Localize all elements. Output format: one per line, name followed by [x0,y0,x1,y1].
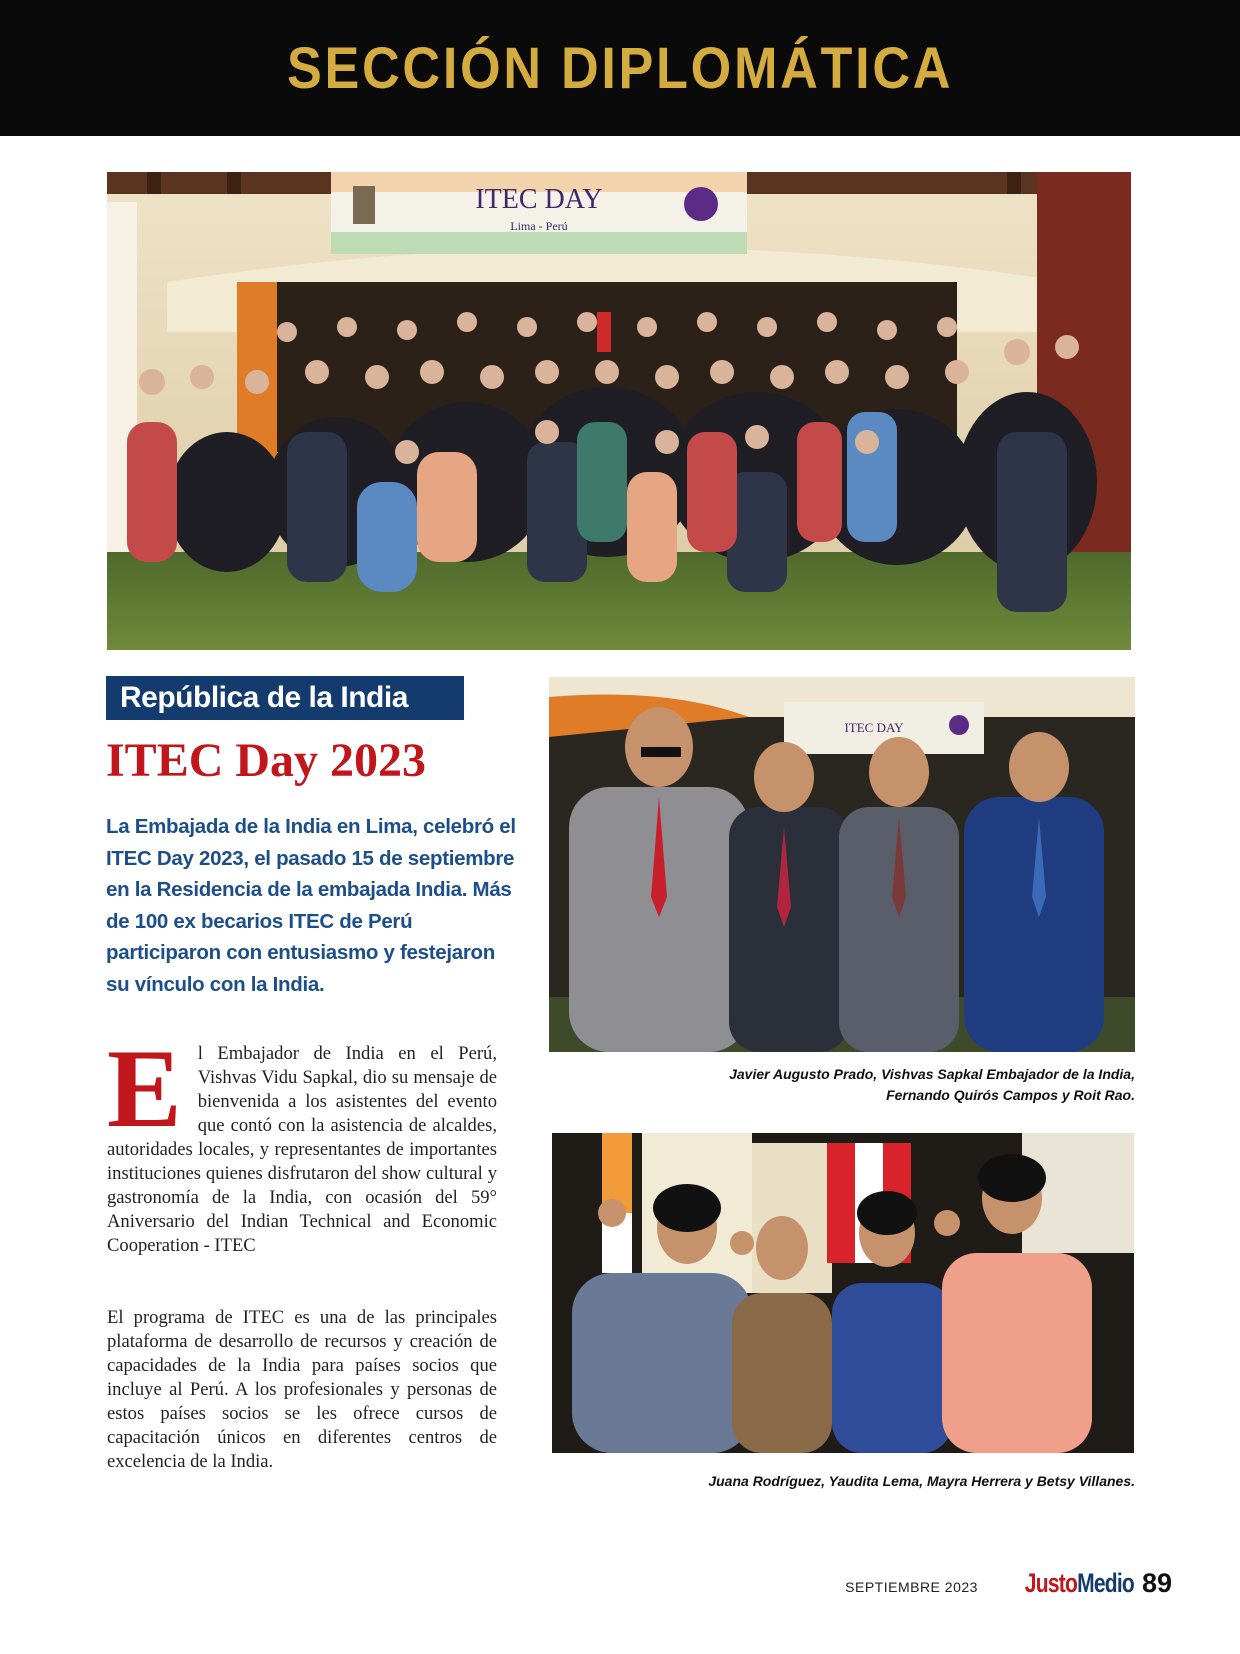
article-paragraph-1 [107,1027,497,1258]
itec-banner-subtitle: Lima - Perú [510,219,568,233]
section-label: República de la India [106,676,464,720]
officials-caption-line2: Fernando Quirós Campos y Roit Rao. [886,1087,1135,1103]
officials-caption [575,1064,1135,1106]
attendees-caption: Juana Rodríguez, Yaudita Lema, Mayra Herrera y Betsy Villanes. [708,1473,1135,1489]
article-paragraph-2: El programa de ITEC es una de las principales plataforma de desarrollo de recursos y creación de capacidades de la India para países socios que incluye al Perú. A los profesionales y personas de estos países socios se les ofrece cursos de capacitación únicos en diferentes centros de excelencia de la India. [107,1307,497,1472]
article-lead: La Embajada de la India en Lima, celebró el ITEC Day 2023, el pasado 15 de septiembre en la Residencia de la embajada India. Más de 100 ex becarios ITEC de Perú participaron con entusiasmo y festejaron su vínculo con la India. [106,815,516,996]
footer-date: SEPTIEMBRE 2023 [845,1579,978,1595]
itec-banner-title: ITEC DAY [475,184,603,215]
officials-banner-title: ITEC DAY [844,720,904,735]
drop-cap: E [107,1027,182,1151]
group-photo [107,172,1131,650]
paragraph-1-text: l Embajador de India en el Perú, Vishvas Vidu Sapkal, dio su mensaje de bienvenida a los asistentes del evento que contó con la asistencia de alcaldes, autoridades locales, y representantes de importantes instituciones quienes disfrutaron del show cultural y gastronomía de la India, con ocasión del 59° Aniversario del Indian Technical and Economic Cooperation - ITEC [107,1043,497,1256]
officials-caption-line1: Javier Augusto Prado, Vishvas Sapkal Embajador de la India, [729,1066,1135,1082]
brand-logo [1025,1568,1134,1599]
section-header-title: SECCIÓN DIPLOMÁTICA [286,35,954,101]
officials-photo [549,677,1135,1052]
page-footer [845,1568,1172,1599]
attendees-photo [552,1133,1134,1453]
brand-part-2: Medio [1077,1568,1134,1598]
article-title: ITEC Day 2023 [106,734,427,787]
page-number: 89 [1141,1568,1172,1598]
section-header [0,0,1240,136]
brand-part-1: Justo [1024,1568,1078,1598]
